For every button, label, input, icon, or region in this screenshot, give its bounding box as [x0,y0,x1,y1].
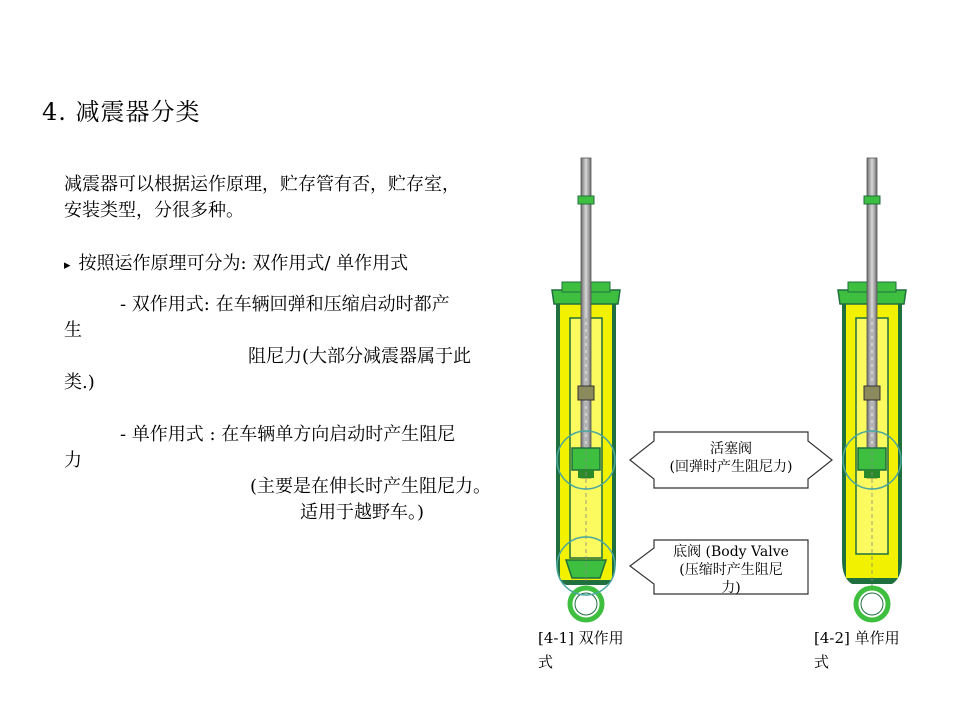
caption-double-acting [538,626,624,674]
double-acting-line-4: 类.) [64,372,95,393]
bullet-text: 按照运作原理可分为: 双作用式/ 单作用式 [78,253,409,274]
double-acting-line-2: 生 [64,320,82,341]
body-valve-title: 底阀 (Body Valve [673,544,789,560]
piston-valve-desc: (回弹时产生阻尼力) [669,459,793,475]
piston-valve-title: 活塞阀 [710,441,752,457]
single-acting-line-3: (主要是在伸长时产生阻尼力。 [250,476,492,497]
caption-single-acting-line-1: [4-2] 单作用 [814,629,900,647]
caption-single-acting-line-2: 式 [814,653,830,671]
double-acting-shock-illustration [552,158,620,620]
single-acting-shock-illustration [838,158,906,620]
single-acting-line-1: - 单作用式 : 在车辆单方向启动时产生阻尼 [120,424,456,445]
double-acting-line-1: - 双作用式: 在车辆回弹和压缩启动时都产 [120,294,450,315]
piston-valve-label [654,440,808,476]
caption-double-acting-line-1: [4-1] 双作用 [538,629,624,647]
intro-line-2: 安装类型，分很多种。 [64,200,244,221]
page-title: 4. 减震器分类 [42,98,201,126]
body-valve-desc-1: (压缩时产生阻尼 [679,562,783,578]
double-acting-line-3: 阻尼力(大部分减震器属于此 [248,346,472,367]
intro-line-1: 减震器可以根据运作原理，贮存管有否，贮存室， [64,174,460,195]
body-valve-desc-2: 力) [721,580,741,596]
single-acting-line-4: 适用于越野车。) [300,502,425,523]
body-valve-label [654,543,808,597]
bullet-marker-icon: ▸ [64,258,71,273]
caption-double-acting-line-2: 式 [538,653,554,671]
caption-single-acting [814,626,900,674]
single-acting-line-2: 力 [64,450,82,471]
